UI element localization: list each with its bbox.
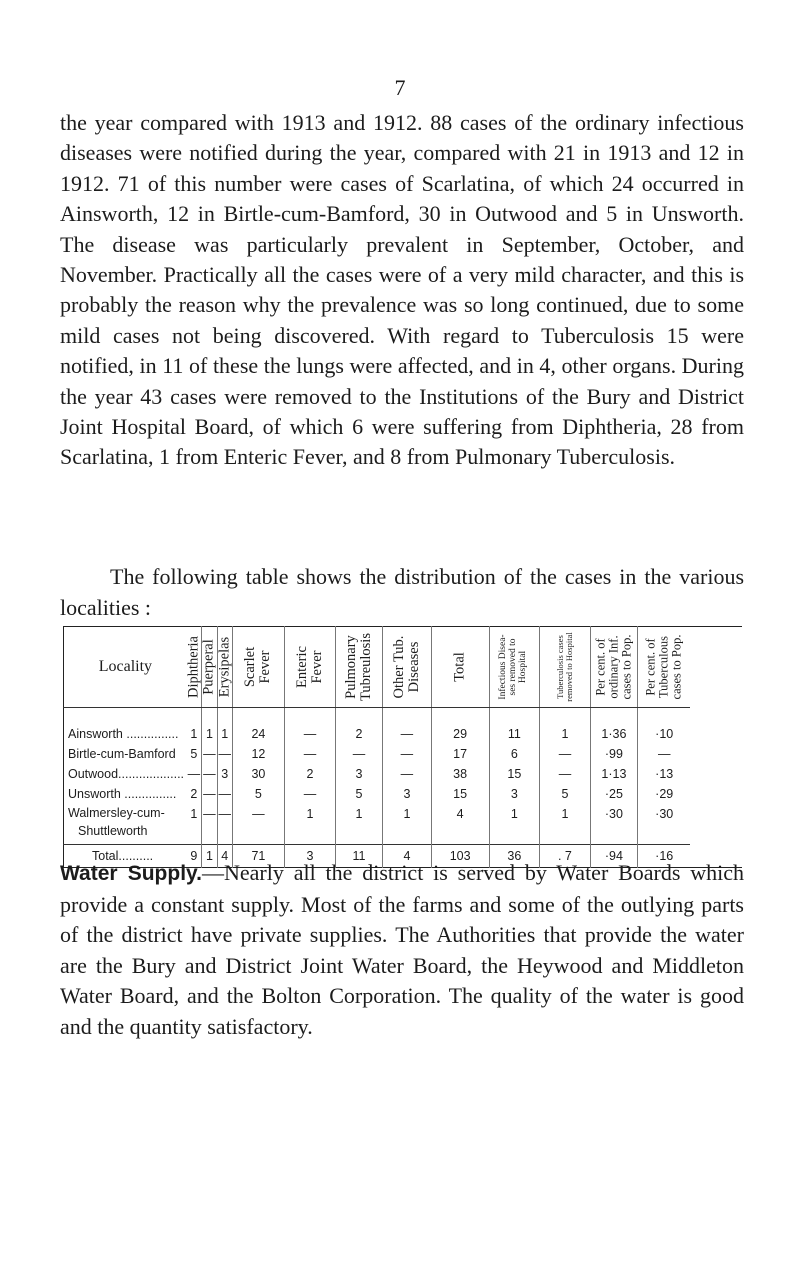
- water-supply-heading: Water Supply.: [60, 862, 203, 885]
- water-supply-paragraph: [60, 858, 744, 1042]
- cell-infectious-removed: 15: [489, 764, 540, 784]
- cell-pct-ordinary: ·30: [590, 804, 637, 845]
- row-locality: Unsworth ...............: [68, 787, 177, 801]
- table-row: [64, 708, 743, 745]
- total-infectious-removed: 36: [489, 845, 540, 868]
- cell-total: 4: [431, 804, 489, 845]
- header-pct-ordinary: Per cent. of ordinary Inf. cases to Pop.: [590, 627, 637, 708]
- total-erysipelas: 4: [217, 845, 232, 868]
- cell-tb-removed: 1: [540, 708, 591, 745]
- cell-tb-removed: —: [540, 744, 591, 764]
- cell-pulmonary: 5: [335, 784, 382, 804]
- total-total: 103: [431, 845, 489, 868]
- header-scarlet-fever: Scarlet Fever: [232, 627, 285, 708]
- cell-enteric-fever: 2: [285, 764, 336, 784]
- cell-total: 17: [431, 744, 489, 764]
- cell-pct-ordinary: ·25: [590, 784, 637, 804]
- cell-pct-tuberculous: ·30: [638, 804, 691, 845]
- cell-pct-tuberculous: ·29: [638, 784, 691, 804]
- intro-paragraph: the year compared with 1913 and 1912. 88 cases of the ordinary infectious diseases were notified during the year, compared with 21 in 1913 and 12 in 1912. 71 of this number were cases of Scarlatina, of which 24 occurred in Ainsworth, 12 in Birtle-cum-Bamford, 30 in Outwood and 5 in Unsworth. The disease was particularly prevalent in September, October, and November. Practically all the cases were of a very mild character, and this is probably the reason why the prevalence was so long continued, due to some mild cases not being discovered. With regard to Tuberculosis 15 were notified, in 11 of these the lungs were affected, and in 4, other organs. During the year 43 cases were removed to the Institutions of the Bury and District Joint Hospital Board, of which 6 were suffering from Diphtheria, 28 from Scarlatina, 1 from Enteric Fever, and 8 from Pulmonary Tuberculosis.: [60, 110, 744, 470]
- table-row: [64, 784, 743, 804]
- cell-diphtheria: 1: [190, 727, 198, 741]
- cell-puerperal: —: [202, 804, 218, 845]
- locality-cases-table: [63, 626, 742, 868]
- header-erysipelas: Erysipelas: [217, 627, 232, 708]
- cell-diphtheria: 5: [190, 747, 198, 761]
- cell-enteric-fever: —: [285, 708, 336, 745]
- cell-tb-removed: 1: [540, 804, 591, 845]
- cell-other-tub: 3: [383, 784, 431, 804]
- cell-pulmonary: 3: [335, 764, 382, 784]
- total-pct-tuberculous: ·16: [638, 845, 691, 868]
- row-locality: Ainsworth ...............: [68, 727, 179, 741]
- cell-scarlet-fever: —: [232, 804, 285, 845]
- cell-other-tub: 1: [383, 804, 431, 845]
- cell-total: 29: [431, 708, 489, 745]
- cell-tb-removed: 5: [540, 784, 591, 804]
- cell-pulmonary: 1: [335, 804, 382, 845]
- cell-infectious-removed: 3: [489, 784, 540, 804]
- cell-pct-ordinary: ·99: [590, 744, 637, 764]
- cell-enteric-fever: 1: [285, 804, 336, 845]
- cell-scarlet-fever: 12: [232, 744, 285, 764]
- total-diphtheria: 9: [187, 845, 202, 868]
- cell-erysipelas: —: [217, 784, 232, 804]
- header-infectious-removed: Infectious Disea- ses removed to Hospital: [489, 627, 540, 708]
- table-row: [64, 744, 743, 764]
- cell-infectious-removed: 6: [489, 744, 540, 764]
- cell-puerperal: 1: [202, 708, 218, 745]
- row-locality: Walmersley-cum- Shuttleworth: [68, 806, 165, 838]
- cell-total: 15: [431, 784, 489, 804]
- header-pulmonary-tuberculosis: Pulmonary Tubreulosis: [335, 627, 382, 708]
- cell-erysipelas: —: [217, 804, 232, 845]
- header-locality: Locality: [64, 627, 187, 708]
- cell-tb-removed: —: [540, 764, 591, 784]
- cell-scarlet-fever: 30: [232, 764, 285, 784]
- cell-pulmonary: 2: [335, 708, 382, 745]
- header-total: Total: [431, 627, 489, 708]
- cell-pct-tuberculous: ·10: [638, 708, 691, 745]
- cell-erysipelas: 3: [217, 764, 232, 784]
- cell-scarlet-fever: 24: [232, 708, 285, 745]
- cell-pct-ordinary: 1·13: [590, 764, 637, 784]
- header-tb-removed: Tuberculosis cases removed to Hospital: [540, 627, 591, 708]
- cell-infectious-removed: 1: [489, 804, 540, 845]
- table-intro-paragraph: The following table shows the distribution of the cases in the various localities :: [60, 564, 744, 620]
- cell-other-tub: —: [383, 764, 431, 784]
- total-pct-ordinary: ·94: [590, 845, 637, 868]
- cell-other-tub: —: [383, 708, 431, 745]
- total-other-tub: 4: [383, 845, 431, 868]
- header-enteric-fever: Enteric Fever: [285, 627, 336, 708]
- cell-puerperal: —: [202, 784, 218, 804]
- row-locality: Birtle-cum-Bamford: [68, 747, 176, 761]
- total-puerperal: 1: [202, 845, 218, 868]
- cell-pct-tuberculous: —: [638, 744, 691, 764]
- table-row: [64, 804, 743, 845]
- header-pct-tuberculous: Per cent. of Tuberculous cases to Pop.: [638, 627, 691, 708]
- table-row: [64, 764, 743, 784]
- cell-diphtheria: —: [187, 767, 201, 781]
- cell-scarlet-fever: 5: [232, 784, 285, 804]
- total-pulmonary: 11: [335, 845, 382, 868]
- row-locality: Outwood...................: [68, 767, 185, 781]
- page-number: 7: [394, 75, 406, 100]
- total-tb-removed: . 7: [540, 845, 591, 868]
- total-enteric-fever: 3: [285, 845, 336, 868]
- header-diphtheria: Diphtheria: [187, 627, 202, 708]
- header-puerperal: Puerperal: [202, 627, 218, 708]
- cell-enteric-fever: —: [285, 784, 336, 804]
- cell-infectious-removed: 11: [489, 708, 540, 745]
- cell-erysipelas: 1: [217, 708, 232, 745]
- cell-total: 38: [431, 764, 489, 784]
- cell-puerperal: —: [202, 764, 218, 784]
- cell-pct-tuberculous: ·13: [638, 764, 691, 784]
- total-label: Total..........: [64, 845, 187, 868]
- table-header-row: [64, 627, 743, 708]
- cell-puerperal: —: [202, 744, 218, 764]
- cell-pulmonary: —: [335, 744, 382, 764]
- cell-erysipelas: —: [217, 744, 232, 764]
- cell-diphtheria: 1: [190, 807, 198, 821]
- header-other-tub-diseases: Other Tub. Diseases: [383, 627, 431, 708]
- total-scarlet-fever: 71: [232, 845, 285, 868]
- cell-pct-ordinary: 1·36: [590, 708, 637, 745]
- cell-other-tub: —: [383, 744, 431, 764]
- water-supply-text: —Nearly all the district is served by Water Boards which provide a constant supply. Most of the farms and some of the outlying parts of the district have private supplies. The Authorities that provide the water are the Bury and District Joint Water Board, the Heywood and Middleton Water Board, and the Bolton Corporation. The quality of the water is good and the quantity satisfactory.: [60, 860, 745, 1039]
- cell-diphtheria: 2: [190, 787, 198, 801]
- cell-enteric-fever: —: [285, 744, 336, 764]
